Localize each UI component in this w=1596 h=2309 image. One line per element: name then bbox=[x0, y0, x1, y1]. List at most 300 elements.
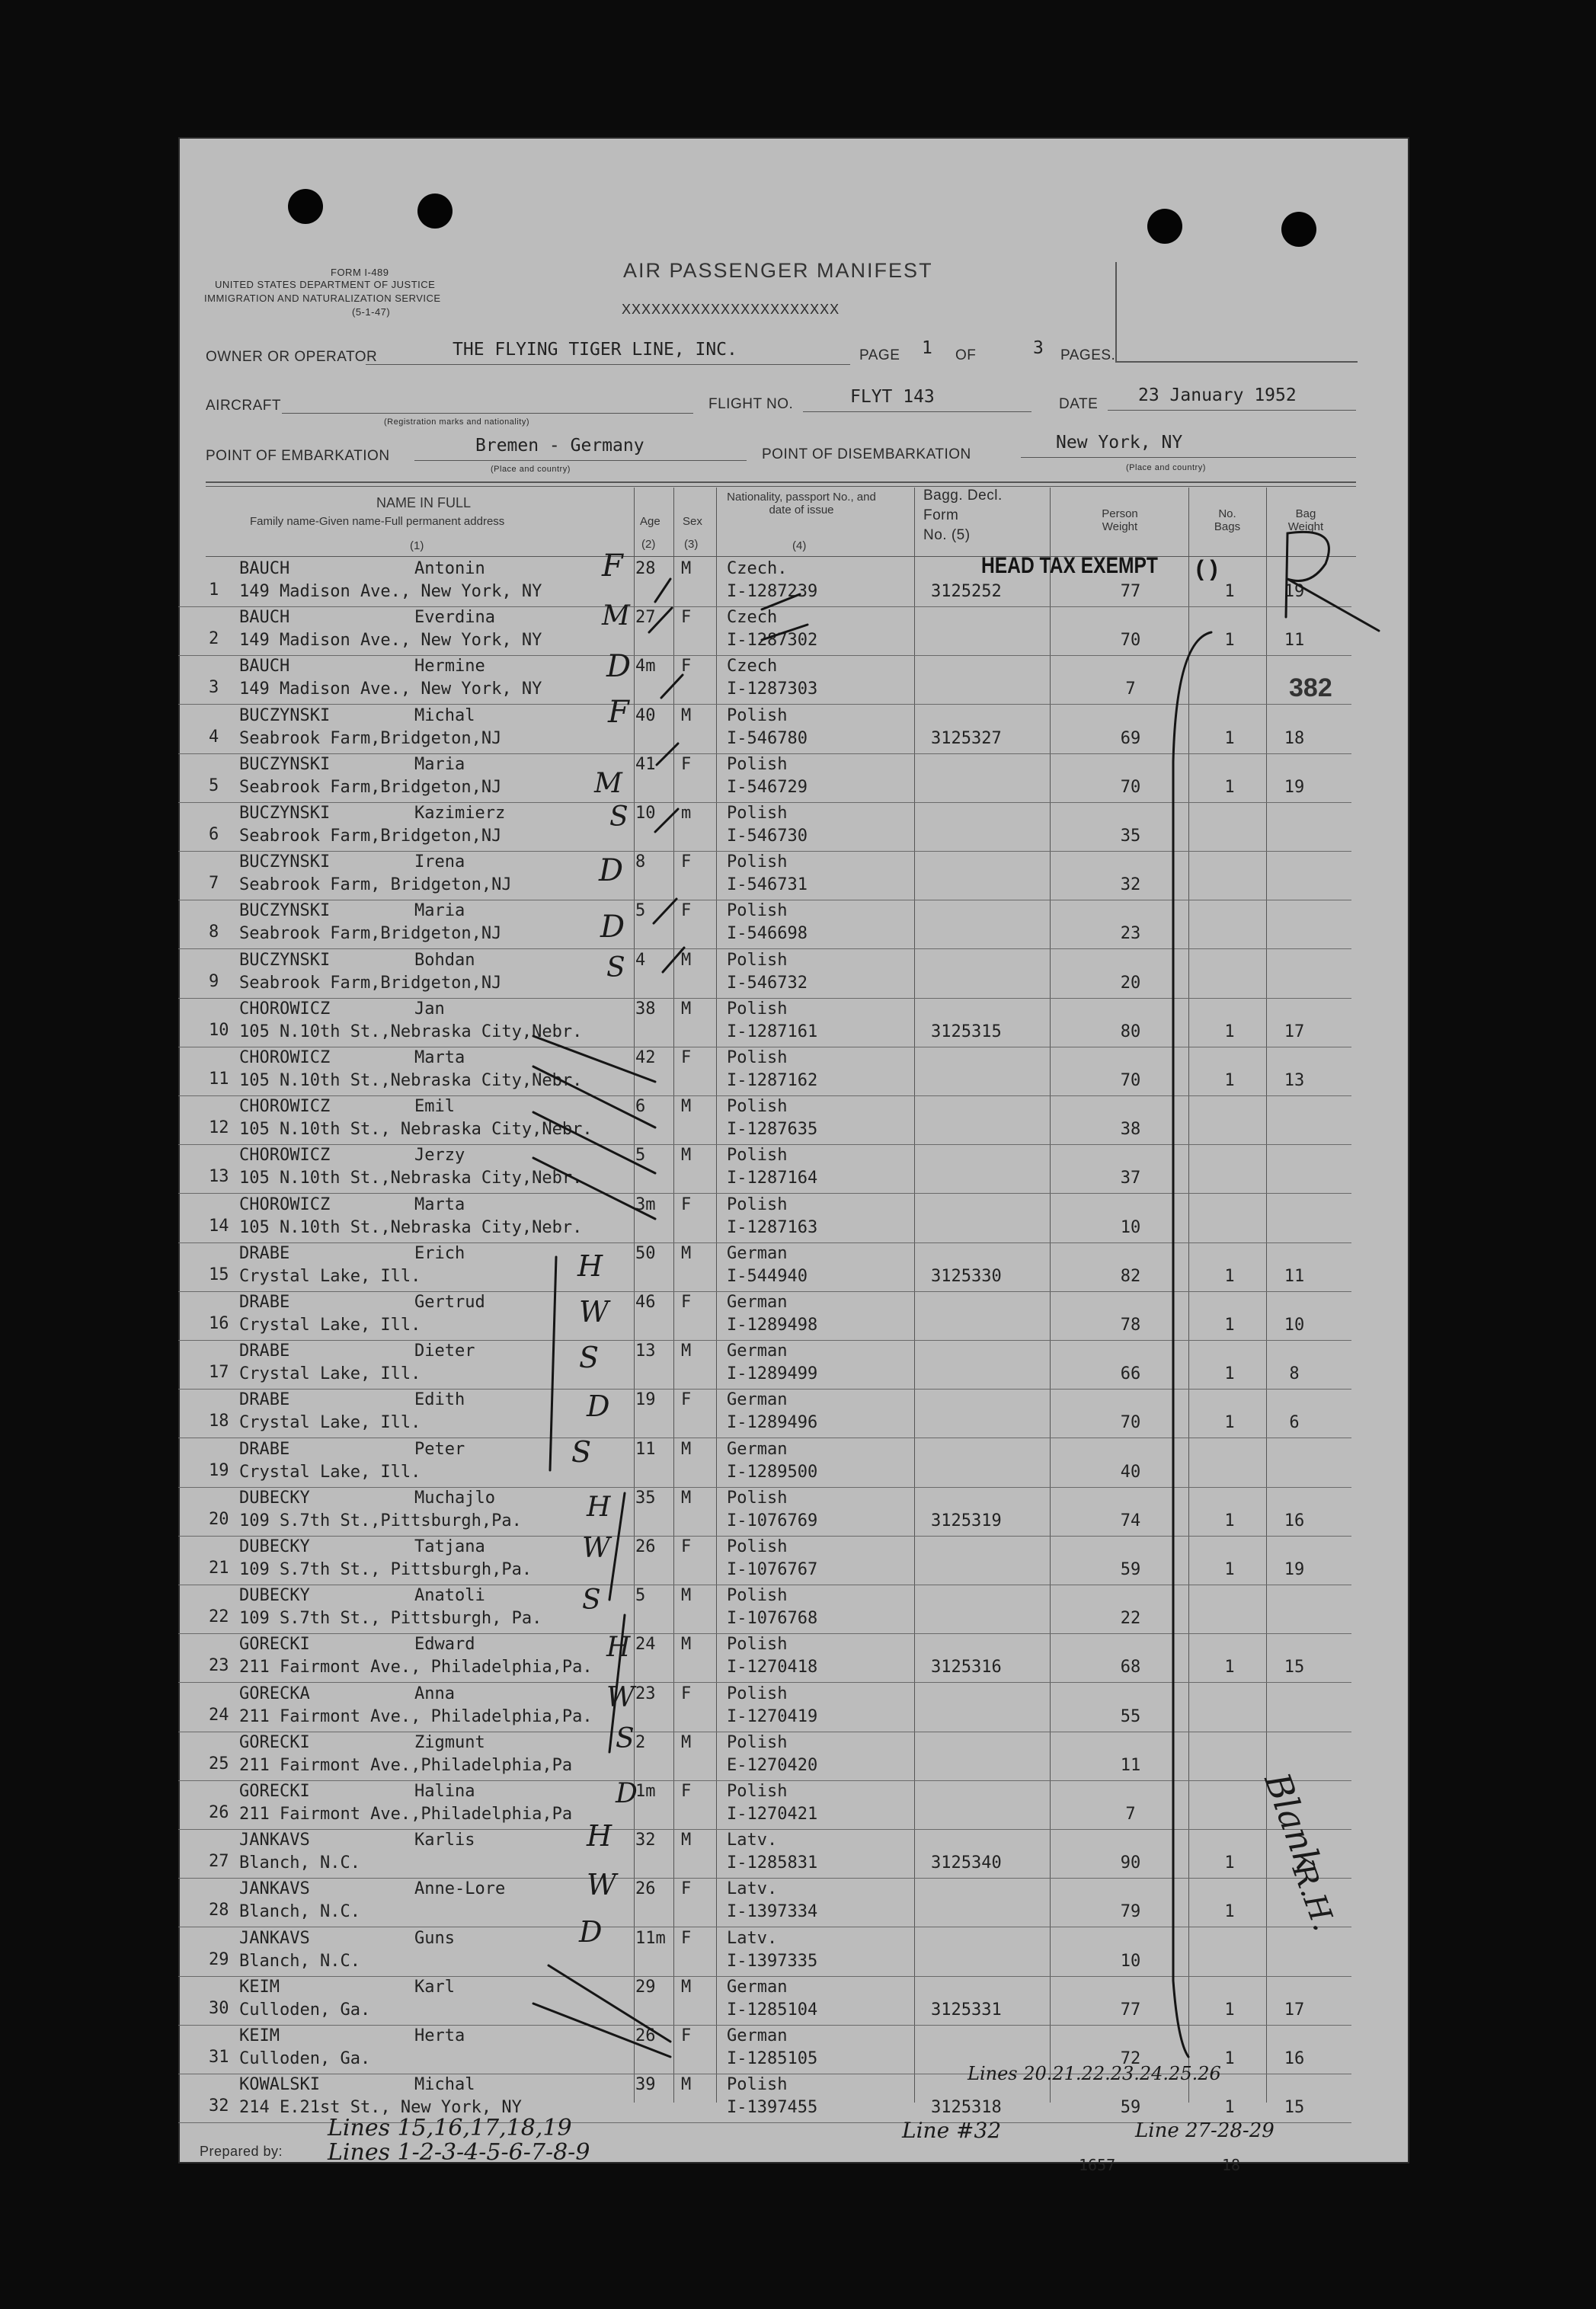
bag-weight: 15 bbox=[1284, 2098, 1305, 2118]
family-name: BAUCH bbox=[239, 608, 290, 628]
row-number: 27 bbox=[209, 1852, 229, 1872]
nationality: Polish bbox=[727, 852, 788, 872]
age: 19 bbox=[635, 1390, 656, 1410]
person-weight: 38 bbox=[1120, 1120, 1141, 1140]
sex: M bbox=[681, 1488, 692, 1508]
family-name: DUBECKY bbox=[239, 1537, 310, 1556]
handwritten-h: H bbox=[587, 1819, 612, 1853]
number-of-bags: 1 bbox=[1224, 582, 1235, 601]
passport-number: I-1289499 bbox=[727, 1364, 818, 1384]
number-of-bags: 1 bbox=[1224, 1560, 1235, 1579]
punch-hole bbox=[288, 189, 323, 224]
given-name: Anatoli bbox=[414, 1586, 485, 1606]
given-name: Erich bbox=[414, 1243, 465, 1263]
nationality: Polish bbox=[727, 1194, 788, 1214]
passport-number: I-546730 bbox=[727, 827, 808, 846]
row-number: 7 bbox=[209, 874, 219, 894]
address: 211 Fairmont Ave., Philadelphia,Pa. bbox=[239, 1706, 593, 1726]
age: 4m bbox=[635, 657, 656, 676]
given-name: Irena bbox=[414, 852, 465, 872]
passport-number: I-1287162 bbox=[727, 1071, 818, 1090]
row-number: 31 bbox=[209, 2048, 229, 2067]
person-weight: 11 bbox=[1120, 1755, 1141, 1775]
address: Seabrook Farm,Bridgeton,NJ bbox=[239, 827, 502, 846]
person-weight: 32 bbox=[1120, 875, 1141, 895]
sex: F bbox=[681, 2026, 692, 2045]
age: 11 bbox=[635, 1439, 656, 1459]
person-weight: 66 bbox=[1120, 1364, 1141, 1384]
address: Culloden, Ga. bbox=[239, 2000, 371, 2020]
passport-number: I-1289500 bbox=[727, 1462, 818, 1482]
family-name: CHOROWICZ bbox=[239, 1048, 331, 1067]
age: 26 bbox=[635, 1537, 656, 1556]
nationality: Polish bbox=[727, 1635, 788, 1655]
family-name: GORECKI bbox=[239, 1782, 310, 1801]
number-of-bags: 1 bbox=[1224, 1902, 1235, 1922]
table-row bbox=[178, 558, 1351, 607]
passport-number: I-1287239 bbox=[727, 582, 818, 601]
family-name: DRABE bbox=[239, 1439, 290, 1459]
person-weight: 72 bbox=[1120, 2049, 1141, 2068]
person-weight: 70 bbox=[1120, 1413, 1141, 1433]
sex: M bbox=[681, 1342, 692, 1361]
address: Crystal Lake, Ill. bbox=[239, 1316, 421, 1335]
bag-weight: 19 bbox=[1284, 582, 1305, 601]
person-weight: 80 bbox=[1120, 1022, 1141, 1041]
col-name-title: NAME IN FULL bbox=[376, 495, 472, 510]
aircraft-label: AIRCRAFT bbox=[206, 398, 281, 414]
bagg-decl-form: 3125318 bbox=[931, 2098, 1002, 2118]
number-of-bags: 1 bbox=[1224, 1511, 1235, 1530]
address: Crystal Lake, Ill. bbox=[239, 1462, 421, 1482]
sex: F bbox=[681, 657, 692, 676]
given-name: Maria bbox=[414, 754, 465, 774]
passport-number: I-546780 bbox=[727, 728, 808, 748]
table-row bbox=[178, 705, 1351, 754]
address: Seabrook Farm,Bridgeton,NJ bbox=[239, 777, 502, 797]
nationality: Polish bbox=[727, 1146, 788, 1166]
table-row bbox=[178, 1194, 1351, 1243]
handwritten-w: W bbox=[582, 1533, 611, 1564]
total-person-weight: 1657 bbox=[1079, 2156, 1116, 2174]
passport-number: I-1289498 bbox=[727, 1316, 818, 1335]
sex: F bbox=[681, 608, 692, 628]
age: 27 bbox=[635, 608, 656, 628]
family-name: BAUCH bbox=[239, 559, 290, 578]
given-name: Jerzy bbox=[414, 1146, 465, 1166]
address: 105 N.10th St.,Nebraska City,Nebr. bbox=[239, 1022, 583, 1041]
number-of-bags: 1 bbox=[1224, 1266, 1235, 1286]
total-bags: 18 bbox=[1222, 2156, 1241, 2174]
given-name: Hermine bbox=[414, 657, 485, 676]
nationality: Polish bbox=[727, 705, 788, 725]
handwritten-m: M bbox=[594, 768, 622, 799]
row-number: 12 bbox=[209, 1118, 229, 1138]
handwritten-d: D bbox=[587, 1390, 610, 1423]
number-of-bags: 1 bbox=[1224, 1853, 1235, 1873]
family-name: DRABE bbox=[239, 1243, 290, 1263]
person-weight: 79 bbox=[1120, 1902, 1141, 1922]
number-of-bags: 1 bbox=[1224, 1658, 1235, 1677]
given-name: Edith bbox=[414, 1390, 465, 1410]
table-row bbox=[178, 1976, 1351, 2026]
age: 5 bbox=[635, 1146, 646, 1166]
number-of-bags: 1 bbox=[1224, 728, 1235, 748]
bag-weight: 16 bbox=[1284, 1511, 1305, 1530]
table-row bbox=[178, 1683, 1351, 1732]
sex: F bbox=[681, 1293, 692, 1312]
family-name: BUCZYNSKI bbox=[239, 950, 331, 970]
family-name: CHOROWICZ bbox=[239, 1097, 331, 1117]
nationality: German bbox=[727, 1243, 788, 1263]
passport-number: I-546698 bbox=[727, 924, 808, 944]
bag-weight: 17 bbox=[1284, 1022, 1305, 1041]
table-row bbox=[178, 1047, 1351, 1096]
address: 211 Fairmont Ave.,Philadelphia,Pa bbox=[239, 1805, 573, 1824]
struck-subtitle: XXXXXXXXXXXXXXXXXXXXXX bbox=[622, 302, 840, 317]
table-row bbox=[178, 1340, 1351, 1390]
given-name: Peter bbox=[414, 1439, 465, 1459]
age: 29 bbox=[635, 1977, 656, 1997]
given-name: Maria bbox=[414, 901, 465, 921]
table-row bbox=[178, 1291, 1351, 1341]
bag-weight: 18 bbox=[1284, 728, 1305, 748]
age: 50 bbox=[635, 1243, 656, 1263]
nationality: Polish bbox=[727, 1048, 788, 1067]
col-name-sub: Family name-Given name-Full permanent address bbox=[250, 515, 505, 528]
col-bweight: Bag Weight bbox=[1287, 507, 1324, 533]
row-number: 19 bbox=[209, 1460, 229, 1480]
handwritten-s: S bbox=[582, 1585, 601, 1616]
sex: M bbox=[681, 1146, 692, 1166]
agency-line-2: IMMIGRATION AND NATURALIZATION SERVICE bbox=[204, 293, 441, 304]
person-weight: 20 bbox=[1120, 973, 1141, 993]
family-name: BUCZYNSKI bbox=[239, 705, 331, 725]
address: Seabrook Farm, Bridgeton,NJ bbox=[239, 875, 512, 895]
age: 4 bbox=[635, 950, 646, 970]
family-name: GORECKI bbox=[239, 1635, 310, 1655]
pages-label: PAGES. bbox=[1060, 347, 1116, 363]
row-number: 18 bbox=[209, 1412, 229, 1431]
address: 149 Madison Ave., New York, NY bbox=[239, 631, 542, 651]
table-row bbox=[178, 1095, 1351, 1145]
passport-number: I-1076767 bbox=[727, 1560, 818, 1579]
sex: F bbox=[681, 901, 692, 921]
nationality: Polish bbox=[727, 1488, 788, 1508]
person-weight: 78 bbox=[1120, 1316, 1141, 1335]
bag-weight: 11 bbox=[1284, 1266, 1305, 1286]
col-bagg-1: Bagg. Decl. bbox=[923, 488, 1003, 504]
age: 42 bbox=[635, 1048, 656, 1067]
age: 13 bbox=[635, 1342, 656, 1361]
given-name: Antonin bbox=[414, 559, 485, 578]
age: 5 bbox=[635, 901, 646, 921]
address: Blanch, N.C. bbox=[239, 1951, 360, 1971]
embark-value: Bremen - Germany bbox=[475, 436, 644, 456]
handwritten-f: F bbox=[608, 695, 629, 730]
table-row bbox=[178, 949, 1351, 999]
bag-weight: 16 bbox=[1284, 2049, 1305, 2068]
family-name: CHOROWICZ bbox=[239, 1194, 331, 1214]
person-weight: 22 bbox=[1120, 1609, 1141, 1629]
family-name: CHOROWICZ bbox=[239, 999, 331, 1019]
sex: M bbox=[681, 705, 692, 725]
form-title: AIR PASSENGER MANIFEST bbox=[623, 259, 933, 282]
handwritten-d: D bbox=[600, 910, 625, 945]
margin-number: 382 bbox=[1289, 673, 1332, 702]
family-name: BUCZYNSKI bbox=[239, 901, 331, 921]
nationality: Czech. bbox=[727, 559, 788, 578]
person-weight: 40 bbox=[1120, 1462, 1141, 1482]
given-name: Gertrud bbox=[414, 1293, 485, 1312]
bag-weight: 15 bbox=[1284, 1658, 1305, 1677]
table-row bbox=[178, 1438, 1351, 1488]
age: 38 bbox=[635, 999, 656, 1019]
address: Crystal Lake, Ill. bbox=[239, 1413, 421, 1433]
nationality: German bbox=[727, 1977, 788, 1997]
table-row bbox=[178, 1536, 1351, 1585]
bag-weight: 8 bbox=[1289, 1364, 1300, 1384]
table-row bbox=[178, 1878, 1351, 1927]
handwritten-w: W bbox=[587, 1868, 617, 1901]
footer-note-3: Line #32 bbox=[902, 2118, 1002, 2143]
table-row bbox=[178, 998, 1351, 1047]
flight-label: FLIGHT NO. bbox=[708, 396, 794, 412]
given-name: Emil bbox=[414, 1097, 455, 1117]
page-value: 1 bbox=[922, 338, 932, 358]
head-tax-stamp: HEAD TAX EXEMPT bbox=[981, 553, 1158, 578]
given-name: Bohdan bbox=[414, 950, 475, 970]
address: 105 N.10th St.,Nebraska City,Nebr. bbox=[239, 1169, 583, 1188]
person-weight: 59 bbox=[1120, 2098, 1141, 2118]
row-number: 4 bbox=[209, 727, 219, 747]
table-row bbox=[178, 1633, 1351, 1683]
agency-line-1: UNITED STATES DEPARTMENT OF JUSTICE bbox=[215, 279, 436, 290]
table-row bbox=[178, 1780, 1351, 1830]
age: 40 bbox=[635, 705, 656, 725]
person-weight: 7 bbox=[1125, 1805, 1136, 1824]
passport-number: I-1397334 bbox=[727, 1902, 818, 1922]
number-of-bags: 1 bbox=[1224, 1413, 1235, 1433]
given-name: Herta bbox=[414, 2026, 465, 2045]
family-name: DRABE bbox=[239, 1293, 290, 1312]
table-row bbox=[178, 1389, 1351, 1438]
sex: F bbox=[681, 754, 692, 774]
handwritten-h: H bbox=[606, 1632, 631, 1663]
footer-note-5: Line 27-28-29 bbox=[1135, 2119, 1275, 2142]
bagg-decl-form: 3125340 bbox=[931, 1853, 1002, 1873]
table-row bbox=[178, 1927, 1351, 1977]
handwritten-s: S bbox=[606, 952, 625, 983]
nationality: Polish bbox=[727, 1537, 788, 1556]
bagg-decl-form: 3125252 bbox=[931, 582, 1002, 601]
row-number: 20 bbox=[209, 1509, 229, 1529]
family-name: DRABE bbox=[239, 1390, 290, 1410]
address: Blanch, N.C. bbox=[239, 1902, 360, 1922]
given-name: Halina bbox=[414, 1782, 475, 1801]
row-number: 1 bbox=[209, 580, 219, 600]
margin-note-blank: Blank bbox=[1256, 1767, 1330, 1877]
row-number: 14 bbox=[209, 1216, 229, 1236]
family-name: KEIM bbox=[239, 1977, 280, 1997]
age: 35 bbox=[635, 1488, 656, 1508]
table-row bbox=[178, 753, 1351, 803]
nationality: German bbox=[727, 2026, 788, 2045]
passport-number: I-1287164 bbox=[727, 1169, 818, 1188]
address: 109 S.7th St., Pittsburgh, Pa. bbox=[239, 1609, 542, 1629]
given-name: Jan bbox=[414, 999, 445, 1019]
row-number: 13 bbox=[209, 1167, 229, 1187]
family-name: DRABE bbox=[239, 1342, 290, 1361]
date-value: 23 January 1952 bbox=[1138, 385, 1297, 405]
form-number: FORM I-489 bbox=[331, 267, 389, 278]
address: 109 S.7th St.,Pittsburgh,Pa. bbox=[239, 1511, 522, 1530]
family-name: KEIM bbox=[239, 2026, 280, 2045]
given-name: Marta bbox=[414, 1194, 465, 1214]
passport-number: I-546732 bbox=[727, 973, 808, 993]
given-name: Michal bbox=[414, 2075, 475, 2095]
age: 41 bbox=[635, 754, 656, 774]
row-number: 10 bbox=[209, 1020, 229, 1040]
address: 109 S.7th St., Pittsburgh,Pa. bbox=[239, 1560, 533, 1579]
nationality: Polish bbox=[727, 1586, 788, 1606]
row-number: 26 bbox=[209, 1803, 229, 1822]
nationality: Polish bbox=[727, 804, 788, 823]
handwritten-w: W bbox=[606, 1682, 635, 1713]
age: 26 bbox=[635, 2026, 656, 2045]
address: Seabrook Farm,Bridgeton,NJ bbox=[239, 924, 502, 944]
bagg-decl-form: 3125330 bbox=[931, 1266, 1002, 1286]
family-name: GORECKI bbox=[239, 1732, 310, 1752]
passport-number: E-1270420 bbox=[727, 1755, 818, 1775]
age: 28 bbox=[635, 559, 656, 578]
row-number: 8 bbox=[209, 923, 219, 942]
table-row bbox=[178, 1144, 1351, 1194]
number-of-bags: 1 bbox=[1224, 2000, 1235, 2020]
passport-number: I-544940 bbox=[727, 1266, 808, 1286]
number-of-bags: 1 bbox=[1224, 1364, 1235, 1384]
person-weight: 74 bbox=[1120, 1511, 1141, 1530]
sex: M bbox=[681, 1586, 692, 1606]
age: 26 bbox=[635, 1879, 656, 1899]
person-weight: 10 bbox=[1120, 1951, 1141, 1971]
row-number: 17 bbox=[209, 1363, 229, 1383]
nationality: German bbox=[727, 1439, 788, 1459]
address: Crystal Lake, Ill. bbox=[239, 1364, 421, 1384]
age: 10 bbox=[635, 804, 656, 823]
date-label: DATE bbox=[1059, 396, 1099, 412]
row-number: 32 bbox=[209, 2096, 229, 2116]
person-weight: 35 bbox=[1120, 827, 1141, 846]
family-name: GORECKA bbox=[239, 1684, 310, 1703]
nationality: Polish bbox=[727, 1684, 788, 1703]
col-nbags: No. Bags bbox=[1214, 507, 1241, 533]
family-name: DUBECKY bbox=[239, 1586, 310, 1606]
sex: M bbox=[681, 1732, 692, 1752]
nationality: Latv. bbox=[727, 1928, 778, 1948]
row-number: 24 bbox=[209, 1705, 229, 1725]
person-weight: 90 bbox=[1120, 1853, 1141, 1873]
col-nat: Nationality, passport No., and date of issue bbox=[727, 491, 876, 516]
handwritten-f: F bbox=[602, 548, 623, 584]
sex: F bbox=[681, 1928, 692, 1948]
sex: F bbox=[681, 1782, 692, 1801]
age: 24 bbox=[635, 1635, 656, 1655]
age: 39 bbox=[635, 2075, 656, 2095]
bag-weight: 19 bbox=[1284, 777, 1305, 797]
row-number: 6 bbox=[209, 825, 219, 844]
aircraft-sub: (Registration marks and nationality) bbox=[384, 417, 530, 427]
number-of-bags: 1 bbox=[1224, 1022, 1235, 1041]
handwritten-s: S bbox=[579, 1341, 600, 1374]
address: 105 N.10th St., Nebraska City,Nebr. bbox=[239, 1120, 593, 1140]
passport-number: I-1397455 bbox=[727, 2098, 818, 2118]
nationality: German bbox=[727, 1390, 788, 1410]
address: Crystal Lake, Ill. bbox=[239, 1266, 421, 1286]
family-name: JANKAVS bbox=[239, 1928, 310, 1948]
sex: F bbox=[681, 1537, 692, 1556]
row-number: 25 bbox=[209, 1754, 229, 1773]
given-name: Kazimierz bbox=[414, 804, 506, 823]
nationality: Latv. bbox=[727, 1831, 778, 1850]
address: 211 Fairmont Ave., Philadelphia,Pa. bbox=[239, 1658, 593, 1677]
prepared-label: Prepared by: bbox=[200, 2144, 283, 2159]
person-weight: 70 bbox=[1120, 777, 1141, 797]
head-tax-parens: ( ) bbox=[1196, 556, 1218, 581]
given-name: Edward bbox=[414, 1635, 475, 1655]
handwritten-m: M bbox=[602, 600, 630, 632]
handwritten-d: D bbox=[599, 853, 624, 888]
person-weight: 55 bbox=[1120, 1706, 1141, 1726]
given-name: Guns bbox=[414, 1928, 455, 1948]
embark-sub: (Place and country) bbox=[491, 465, 571, 474]
nationality: Polish bbox=[727, 950, 788, 970]
sex: F bbox=[681, 1879, 692, 1899]
row-number: 16 bbox=[209, 1314, 229, 1333]
nationality: Polish bbox=[727, 1782, 788, 1801]
embark-label: POINT OF EMBARKATION bbox=[206, 448, 390, 464]
nationality: Polish bbox=[727, 754, 788, 774]
given-name: Marta bbox=[414, 1048, 465, 1067]
address: 105 N.10th St.,Nebraska City,Nebr. bbox=[239, 1071, 583, 1090]
punch-hole bbox=[1281, 212, 1316, 247]
owner-value: THE FLYING TIGER LINE, INC. bbox=[453, 340, 737, 360]
passport-number: I-1270419 bbox=[727, 1706, 818, 1726]
sex: M bbox=[681, 1439, 692, 1459]
handwritten-s: S bbox=[609, 801, 628, 833]
address: 211 Fairmont Ave.,Philadelphia,Pa bbox=[239, 1755, 573, 1775]
age: 32 bbox=[635, 1831, 656, 1850]
bag-weight: 13 bbox=[1284, 1071, 1305, 1090]
handwritten-h: H bbox=[587, 1492, 611, 1523]
passport-number: I-1287635 bbox=[727, 1120, 818, 1140]
sex: F bbox=[681, 852, 692, 872]
passport-number: I-1287302 bbox=[727, 631, 818, 651]
family-name: BUCZYNSKI bbox=[239, 754, 331, 774]
sex: M bbox=[681, 1097, 692, 1117]
sex: F bbox=[681, 1390, 692, 1410]
footer-note-4: Lines 20.21.22.23.24.25.26 bbox=[968, 2063, 1221, 2084]
number-of-bags: 1 bbox=[1224, 2049, 1235, 2068]
bagg-decl-form: 3125327 bbox=[931, 728, 1002, 748]
family-name: BAUCH bbox=[239, 657, 290, 676]
table-row bbox=[178, 1829, 1351, 1879]
passport-number: I-1289496 bbox=[727, 1413, 818, 1433]
sex: M bbox=[681, 2075, 692, 2095]
bag-weight: 10 bbox=[1284, 1316, 1305, 1335]
handwritten-h: H bbox=[577, 1249, 603, 1283]
bagg-decl-form: 3125316 bbox=[931, 1658, 1002, 1677]
